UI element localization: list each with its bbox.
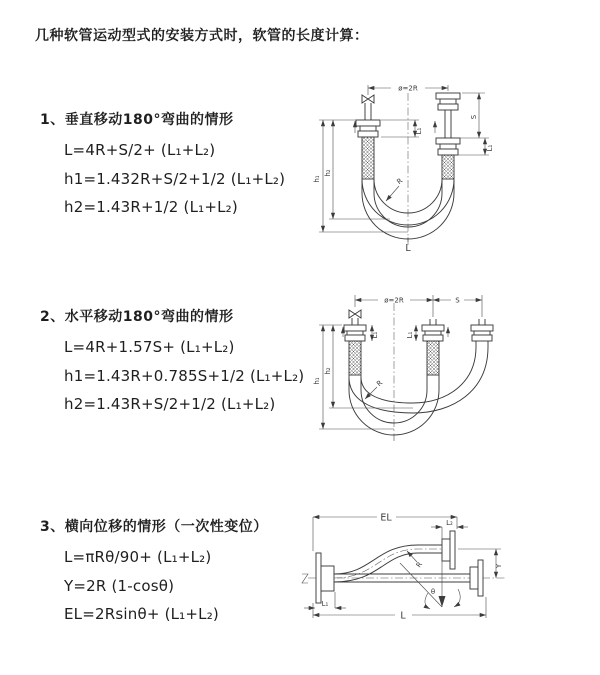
page-title: 几种软管运动型式的安装方式时，软管的长度计算： (35, 28, 369, 44)
length-label (405, 237, 411, 254)
section1-formula-h1: h1=1.432R+S/2+1/2 (L₁+L₂) (64, 169, 286, 188)
dim-width-2R (355, 295, 482, 317)
svg-text:h₁: h₁ (313, 175, 321, 183)
dim-l (313, 597, 486, 622)
angle-vertex-arrow (439, 596, 446, 607)
svg-text:ø=2R: ø=2R (398, 84, 418, 93)
diagram-horizontal-180-bend (315, 285, 495, 445)
radius-callout (386, 177, 404, 201)
upper-flange-displaced (442, 531, 455, 569)
svg-text:L₁: L₁ (371, 331, 379, 339)
radius-callout (407, 551, 424, 569)
svg-text:Y: Y (495, 563, 503, 569)
break-mark (302, 574, 308, 583)
svg-text:EL: EL (380, 512, 392, 524)
svg-text:L₁: L₁ (321, 600, 329, 608)
svg-text:S: S (455, 296, 460, 305)
dim-l1 (304, 592, 346, 608)
diagram-vertical-180-bend (315, 75, 500, 255)
section-horizontal-180 (40, 306, 330, 419)
svg-text:L₁: L₁ (406, 331, 414, 339)
dim-l1-mid (406, 325, 416, 341)
dim-l1-right (456, 138, 494, 155)
svg-text:h₂: h₂ (324, 169, 332, 177)
svg-text:L: L (400, 610, 406, 622)
braided-hose-section (362, 137, 374, 179)
diagram-lateral-displacement (300, 505, 515, 635)
left-pipe-fitting (356, 103, 380, 179)
right-pipe-fitting (471, 319, 493, 347)
section-lateral-displacement (40, 516, 330, 629)
valve-icon (349, 310, 361, 318)
hose-displaced-position (334, 545, 450, 582)
section1-formula-L: L=4R+S/2+ (L₁+L₂) (64, 141, 216, 159)
dim-l2 (431, 519, 468, 539)
svg-text:S: S (470, 114, 478, 120)
radius-callout (365, 379, 384, 399)
svg-text:L₂: L₂ (446, 519, 453, 527)
section3-heading: 3、横向位移的情形（一次性变位） (40, 519, 268, 535)
section2-heading: 2、水平移动180°弯曲的情形 (40, 309, 234, 325)
section-vertical-180 (40, 109, 330, 222)
svg-text:R: R (375, 378, 385, 389)
svg-text:L: L (405, 243, 411, 254)
section1-formula-h2: h2=1.43R+1/2 (L₁+L₂) (64, 198, 238, 216)
section3-formula-L: L=πRθ/90+ (L₁+L₂) (64, 548, 212, 566)
dim-l1-left (381, 120, 423, 137)
section2-formula-h1: h1=1.43R+0.785S+1/2 (L₁+L₂) (64, 366, 305, 385)
section1-heading: 1、垂直移动180°弯曲的情形 (40, 112, 234, 128)
hose-u-position2 (349, 347, 488, 413)
right-pipe-fittings (436, 93, 460, 179)
svg-text:h₂: h₂ (324, 367, 332, 375)
braided-hose-section (349, 341, 361, 375)
left-pipe-fitting (344, 318, 366, 375)
middle-pipe-fitting (422, 319, 444, 375)
svg-text:R: R (395, 176, 405, 187)
section3-formula-EL: EL=2Rsinθ+ (L₁+L₂) (64, 605, 219, 623)
svg-text:h₁: h₁ (313, 377, 321, 385)
svg-text:ø=2R: ø=2R (384, 296, 404, 305)
svg-text:L₁: L₁ (415, 127, 423, 135)
section2-formula-h2: h2=1.43R+S/2+1/2 (L₁+L₂) (64, 395, 276, 413)
left-flange (316, 553, 334, 603)
svg-text:L₁: L₁ (486, 144, 494, 152)
braided-hose-section (427, 341, 439, 375)
dim-s (454, 93, 489, 138)
dim-s (433, 297, 482, 305)
valve-icon (362, 95, 374, 103)
right-flange-original (470, 560, 483, 596)
section3-formula-Y: Y=2R (1-cosθ) (64, 576, 175, 595)
svg-text:θ: θ (430, 588, 436, 596)
svg-text:R: R (414, 560, 425, 570)
section2-formula-L: L=4R+1.57S+ (L₁+L₂) (64, 338, 235, 356)
dim-l1-left (371, 325, 379, 341)
braided-hose-section (442, 155, 454, 179)
